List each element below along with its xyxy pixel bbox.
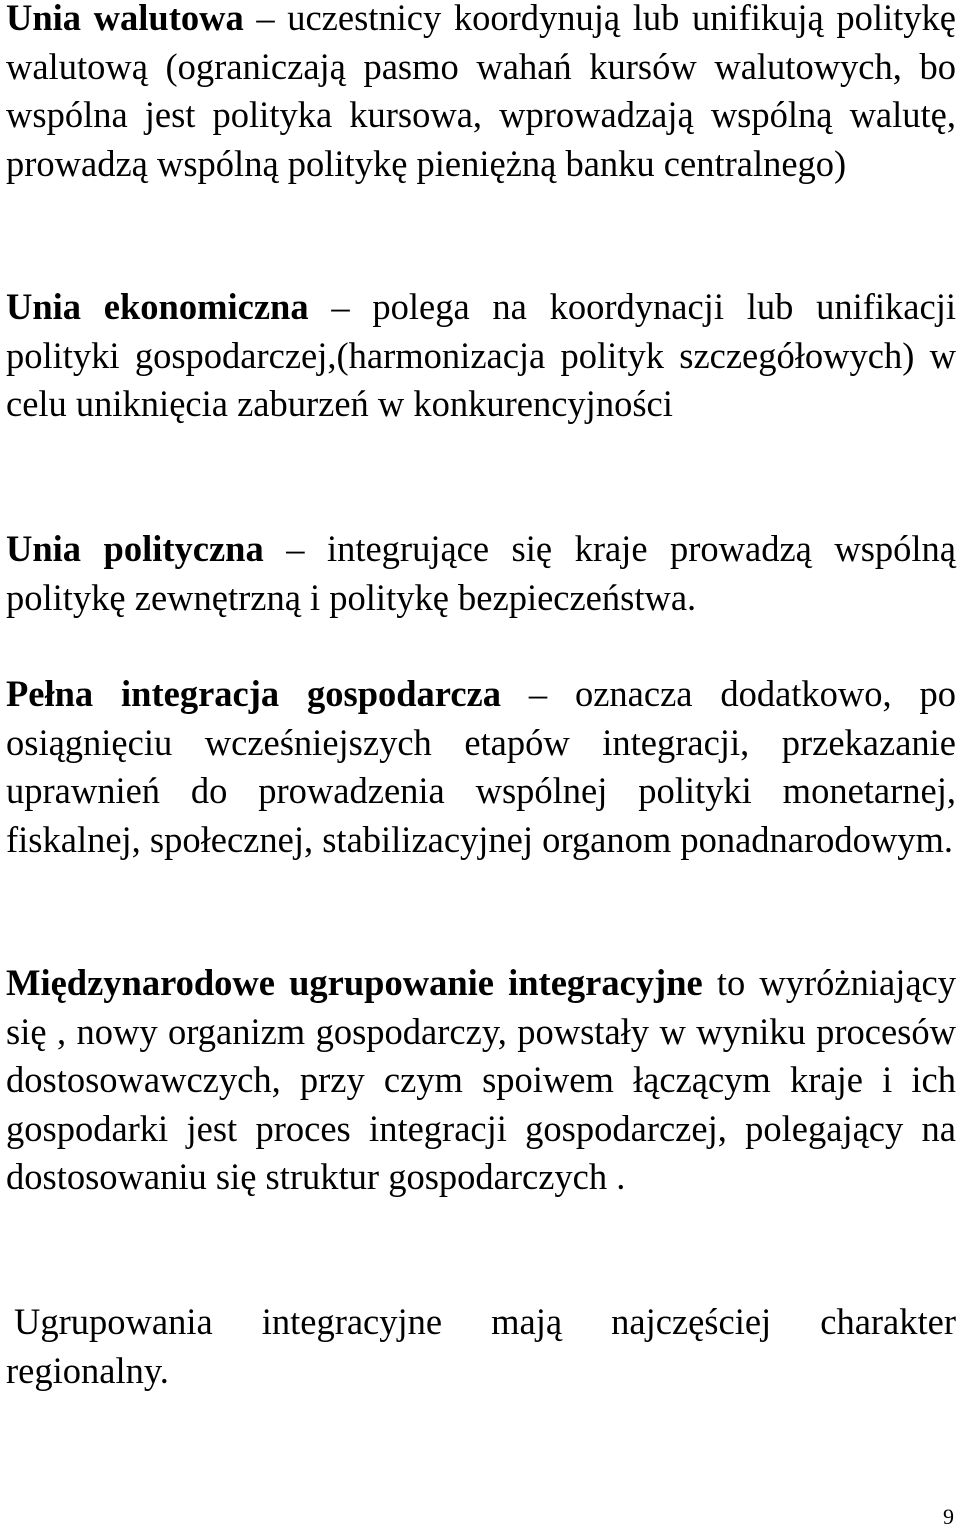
definition-ugrupowanie-integracyjne: to wyróżniający się , nowy organizm gospodarczy, powstały w wyniku procesów dostosowawczych, przy czym spoiwem łączącym kraje i ich gospodarki jest proces integracji gospodarczej, polegający na dostosowaniu się struktur gospodarczych .	[6, 962, 956, 1197]
term-separator	[703, 962, 717, 1003]
term-dash: –	[308, 286, 373, 327]
term-dash: –	[263, 528, 327, 569]
term-ugrupowanie-integracyjne: Międzynarodowe ugrupowanie integracyjne	[6, 962, 703, 1003]
paragraph-unia-ekonomiczna	[6, 283, 956, 429]
definition-pelna-integracja: oznacza dodatkowo, po osiągnięciu wcześniejszych etapów integracji, przekazanie uprawnień do prowadzenia wspólnej polityki monetarnej, fiskalnej, społecznej, stabilizacyjnej organom ponadnarodowym.	[6, 673, 957, 860]
paragraph-pelna-integracja	[6, 670, 956, 864]
term-unia-walutowa: Unia walutowa	[6, 0, 244, 38]
term-dash: –	[243, 0, 288, 38]
statement-charakter-regionalny: Ugrupowania integracyjne mają najczęściej charakter regionalny.	[6, 1301, 956, 1391]
paragraph-unia-polityczna	[6, 525, 956, 622]
term-unia-ekonomiczna: Unia ekonomiczna	[6, 286, 309, 327]
term-dash: –	[501, 673, 575, 714]
paragraph-charakter-regionalny	[6, 1298, 956, 1395]
paragraph-unia-walutowa	[6, 0, 956, 188]
definition-unia-ekonomiczna: polega na koordynacji lub unifikacji polityki gospodarczej,(harmonizacja polityk szczegółowych) w celu uniknięcia zaburzeń w konkurencyjności	[6, 286, 956, 424]
term-pelna-integracja: Pełna integracja gospodarcza	[6, 673, 501, 714]
definition-unia-walutowa: uczestnicy koordynują lub unifikują politykę walutową (ograniczają pasmo wahań kursów walutowych, bo wspólna jest polityka kursowa, wprowadzają wspólną walutę, prowadzą wspólną politykę pieniężną banku centralnego)	[6, 0, 956, 184]
definition-unia-polityczna: integrujące się kraje prowadzą wspólną politykę zewnętrzną i politykę bezpieczeństwa.	[6, 528, 956, 618]
paragraph-ugrupowanie-integracyjne	[6, 959, 956, 1202]
page-number: 9	[943, 1504, 954, 1529]
term-unia-polityczna: Unia polityczna	[6, 528, 264, 569]
